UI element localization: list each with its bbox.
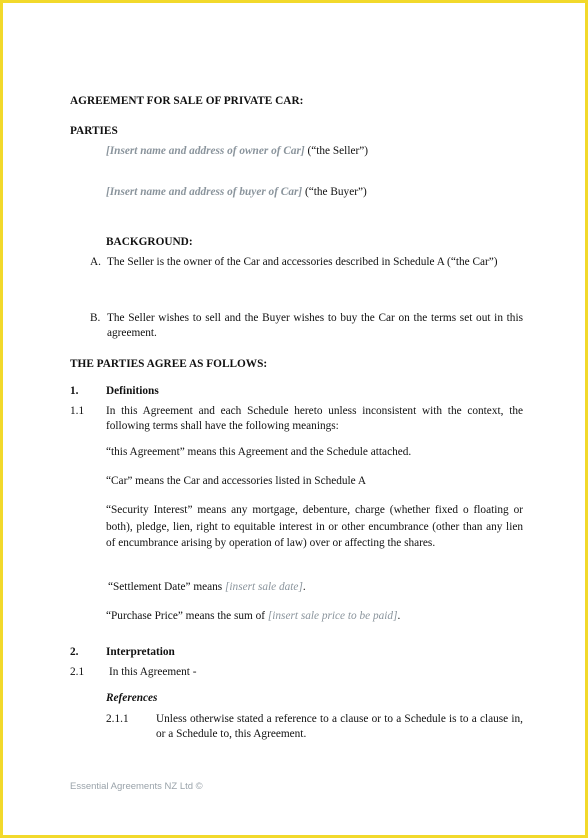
clause-1-1-text: In this Agreement and each Schedule hereto unless inconsistent with the context, the following terms shall have the following meanings: [106, 405, 523, 432]
definition-settlement-date [108, 580, 306, 595]
section-1-heading: Definitions [106, 385, 159, 397]
background-marker-a: A. [90, 256, 101, 268]
background-heading: BACKGROUND: [106, 236, 193, 248]
clause-2-1-1-text: Unless otherwise stated a reference to a clause or to a Schedule is to a clause in, or a Schedule to, this Agreement. [156, 713, 523, 740]
buyer-placeholder: [Insert name and address of buyer of Car] [106, 186, 303, 198]
background-item-a: The Seller is the owner of the Car and accessories described in Schedule A (“the Car”) [107, 256, 498, 268]
definition-purchase-price [106, 609, 400, 624]
section-2-number: 2. [70, 646, 79, 658]
section-2-heading: Interpretation [106, 646, 175, 658]
document-page [3, 3, 585, 835]
seller-label: (“the Seller”) [304, 145, 369, 157]
definition-agreement: “this Agreement” means this Agreement and the Schedule attached. [106, 446, 412, 458]
parties-heading: PARTIES [70, 125, 118, 137]
definition-security-interest: “Security Interest” means any mortgage, debenture, charge (whether fixed o floating or both), pledge, lien, right to equitable interest in or other encumbrance (other than any lien of encumbrance arising by operation of law) over or affecting the shares. [106, 504, 523, 549]
settlement-suffix: . [302, 581, 306, 593]
definition-car: “Car” means the Car and accessories listed in Schedule A [106, 475, 367, 487]
settlement-prefix: “Settlement Date” means [108, 581, 226, 593]
references-heading: References [106, 692, 158, 704]
buyer-line [106, 185, 367, 200]
price-placeholder: [insert sale price to be paid] [267, 610, 398, 622]
settlement-placeholder: [insert sale date] [225, 581, 303, 593]
agree-heading: THE PARTIES AGREE AS FOLLOWS: [70, 358, 268, 370]
document-title: AGREEMENT FOR SALE OF PRIVATE CAR: [70, 95, 304, 107]
section-1-number: 1. [70, 385, 79, 397]
clause-1-1-number: 1.1 [70, 405, 85, 417]
seller-line [106, 144, 368, 159]
seller-placeholder: [Insert name and address of owner of Car] [106, 145, 305, 157]
background-item-b: The Seller wishes to sell and the Buyer wishes to buy the Car on the terms set out in this agreement. [107, 312, 523, 339]
clause-2-1-1-number: 2.1.1 [106, 713, 129, 725]
clause-2-1-number: 2.1 [70, 666, 85, 678]
buyer-label: (“the Buyer”) [302, 186, 367, 198]
price-suffix: . [397, 610, 401, 622]
background-marker-b: B. [90, 312, 101, 324]
footer-copyright: Essential Agreements NZ Ltd © [70, 781, 203, 792]
clause-2-1-text: In this Agreement - [109, 666, 197, 678]
price-prefix: “Purchase Price” means the sum of [106, 610, 268, 622]
